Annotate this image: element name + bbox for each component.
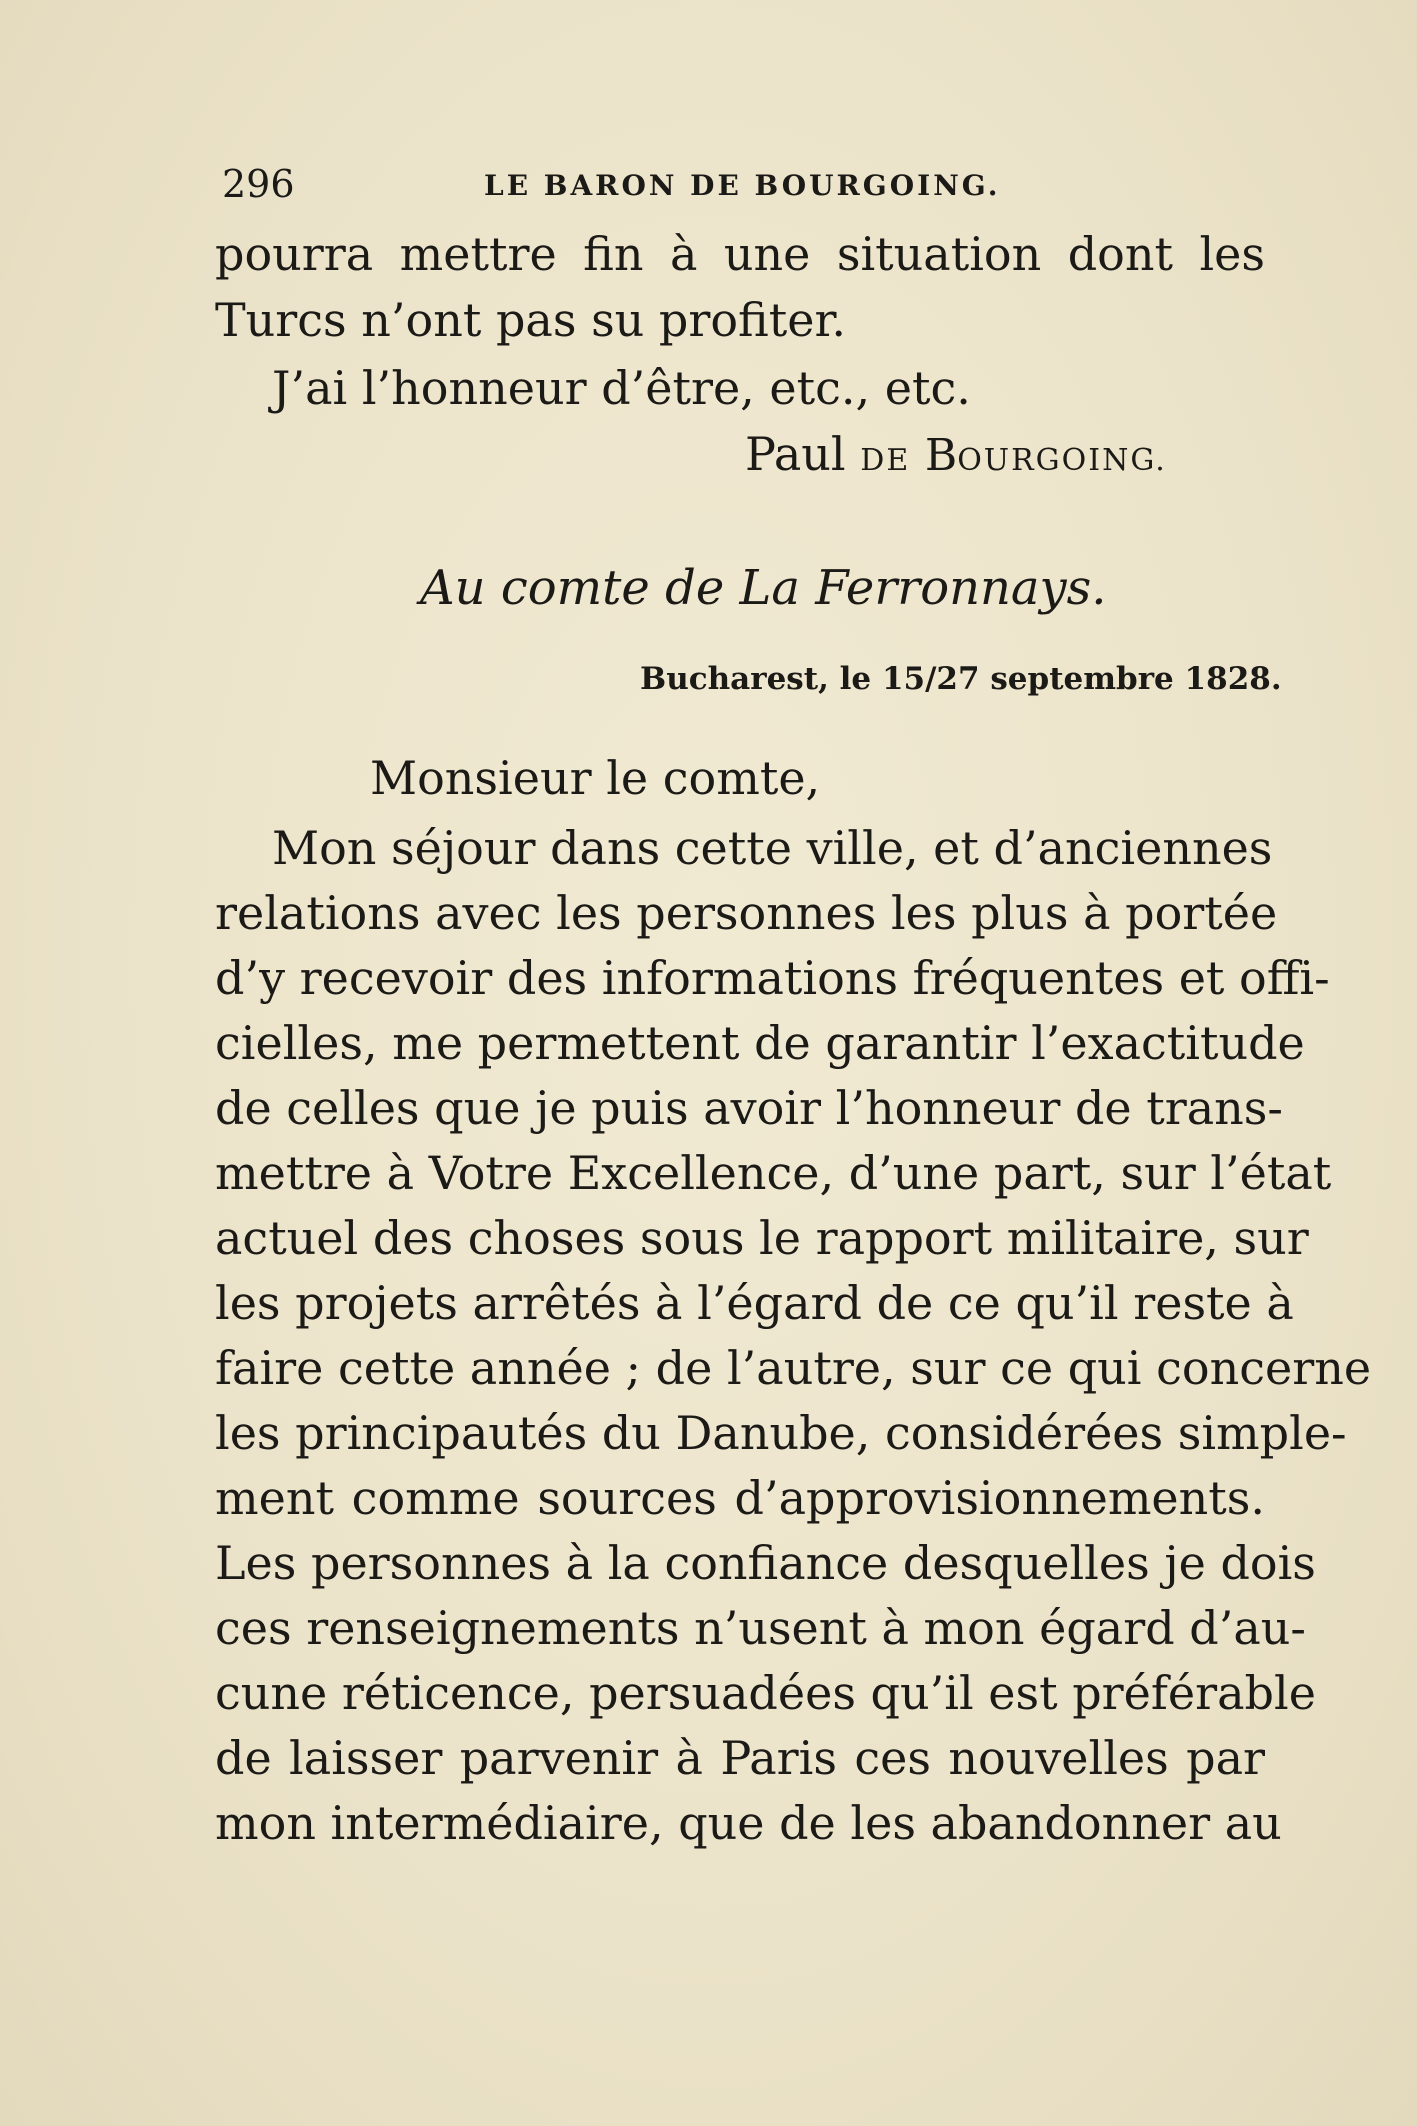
body-line: ces renseignements n’usent à mon égard d’au- (215, 1601, 1306, 1655)
body-line: d’y recevoir des informations fréquentes et offi- (215, 951, 1330, 1005)
signature (745, 422, 1167, 493)
body-line: de laisser parvenir à Paris ces nouvelles par (215, 1731, 1265, 1785)
text-line: pourra mettre fin à une situation dont les (215, 227, 1265, 281)
body-line: cune réticence, persuadées qu’il est préférable (215, 1666, 1316, 1720)
signature-surname-rest: OURGOING. (957, 443, 1167, 478)
body-line: ment comme sources d’approvisionnements. (215, 1471, 1265, 1525)
body-line: relations avec les personnes les plus à portée (215, 886, 1278, 940)
body-line: mon intermédiaire, que de les abandonner au (215, 1796, 1282, 1850)
signature-particle: DE (860, 443, 911, 478)
letter-addressee: Au comte de La Ferronnays. (420, 560, 1107, 616)
signature-surname-initial: B (924, 430, 958, 481)
body-line: les principautés du Danube, considérées simple- (215, 1406, 1347, 1460)
body-line: les projets arrêtés à l’égard de ce qu’il reste à (215, 1276, 1294, 1330)
letter-salutation: Monsieur le comte, (370, 751, 821, 805)
letter-dateline: Bucharest, le 15/27 septembre 1828. (640, 661, 1282, 697)
body-line: Mon séjour dans cette ville, et d’anciennes (272, 821, 1273, 875)
page-header (222, 158, 1022, 210)
body-line: cielles, me permettent de garantir l’exactitude (215, 1016, 1305, 1070)
body-line: faire cette année ; de l’autre, sur ce qui concerne (215, 1341, 1372, 1395)
body-line: Les personnes à la confiance desquelles je dois (215, 1536, 1316, 1590)
text-line: J’ai l’honneur d’être, etc., etc. (272, 361, 971, 415)
running-title: LE BARON DE BOURGOING. (484, 169, 1001, 202)
body-line: actuel des choses sous le rapport militaire, sur (215, 1211, 1309, 1265)
page-number: 296 (222, 162, 295, 206)
body-line: mettre à Votre Excellence, d’une part, sur l’état (215, 1146, 1332, 1200)
text-line: Turcs n’ont pas su profiter. (215, 293, 846, 347)
body-line: de celles que je puis avoir l’honneur de trans- (215, 1081, 1283, 1135)
signature-first-name: Paul (745, 427, 846, 481)
